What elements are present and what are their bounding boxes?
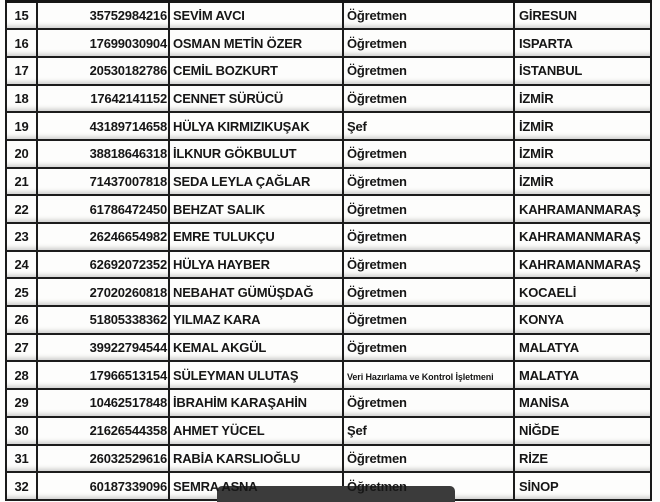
title-cell: [343, 29, 514, 57]
id-number-cell: [37, 334, 169, 362]
name-cell-text: NEBAHAT GÜMÜŞDAĞ: [173, 284, 314, 300]
id-number-cell: [37, 472, 169, 500]
id-number-cell: [37, 57, 169, 85]
title-cell-text: Öğretmen: [347, 312, 407, 328]
row-number-cell-text: 23: [14, 229, 29, 245]
table-row: [6, 445, 651, 473]
id-number-cell: [37, 195, 169, 223]
city-cell: [514, 278, 651, 306]
id-number-cell-text: 17699030904: [89, 35, 167, 51]
name-cell-text: EMRE TULUKÇU: [173, 229, 275, 245]
city-cell-text: KAHRAMANMARAŞ: [519, 257, 641, 273]
title-cell-text: Öğretmen: [347, 450, 407, 466]
id-number-cell-text: 17642141152: [90, 90, 167, 106]
table-row: [6, 389, 651, 417]
city-cell: [514, 168, 651, 196]
id-number-cell: [37, 140, 169, 168]
city-cell: [514, 251, 651, 279]
id-number-cell-text: 26246654982: [89, 229, 167, 245]
city-cell-text: MANİSA: [519, 395, 570, 411]
city-cell-text: MALATYA: [519, 367, 579, 383]
id-number-cell: [37, 168, 169, 196]
id-number-cell-text: 51805338362: [89, 312, 167, 328]
row-number-cell: [6, 2, 37, 30]
name-cell: [169, 306, 343, 334]
title-cell-text: Öğretmen: [347, 257, 407, 273]
row-number-cell: [6, 445, 37, 473]
name-cell-text: İLKNUR GÖKBULUT: [173, 146, 297, 162]
table-row: [6, 112, 651, 140]
row-number-cell: [6, 112, 37, 140]
row-number-cell: [6, 140, 37, 168]
title-cell: [343, 306, 514, 334]
city-cell-text: KAHRAMANMARAŞ: [519, 229, 641, 245]
name-cell-text: RABİA KARSLIOĞLU: [173, 450, 301, 466]
table-row: [6, 140, 651, 168]
title-cell-text: Şef: [347, 118, 367, 134]
row-number-cell-text: 24: [14, 257, 29, 273]
name-cell-text: KEMAL AKGÜL: [173, 340, 267, 356]
title-cell-text: Öğretmen: [347, 395, 407, 411]
id-number-cell: [37, 306, 169, 334]
row-number-cell-text: 31: [14, 450, 29, 466]
city-cell-text: İZMİR: [519, 90, 554, 106]
row-number-cell: [6, 29, 37, 57]
city-cell: [514, 223, 651, 251]
city-cell-text: KONYA: [519, 312, 564, 328]
title-cell-text: Öğretmen: [347, 173, 407, 189]
name-cell-text: BEHZAT SALIK: [173, 201, 265, 217]
row-number-cell-text: 29: [14, 395, 29, 411]
city-cell: [514, 389, 651, 417]
row-number-cell-text: 27: [14, 340, 29, 356]
title-cell: [343, 417, 514, 445]
name-cell-text: SEVİM AVCI: [173, 8, 245, 24]
city-cell-text: ISPARTA: [519, 35, 573, 51]
id-number-cell-text: 17966513154: [89, 367, 167, 383]
table-row: [6, 2, 651, 30]
name-cell: [169, 417, 343, 445]
city-cell: [514, 472, 651, 500]
city-cell-text: İZMİR: [519, 146, 554, 162]
id-number-cell-text: 10462517848: [89, 395, 167, 411]
city-cell: [514, 334, 651, 362]
name-cell: [169, 389, 343, 417]
title-cell: [343, 168, 514, 196]
name-cell: [169, 29, 343, 57]
id-number-cell: [37, 2, 169, 30]
row-number-cell-text: 15: [14, 8, 29, 24]
title-cell: [343, 85, 514, 113]
table-row: [6, 251, 651, 279]
row-number-cell-text: 32: [14, 478, 29, 494]
name-cell-text: SÜLEYMAN ULUTAŞ: [173, 367, 299, 383]
city-cell: [514, 195, 651, 223]
row-number-cell-text: 16: [14, 35, 29, 51]
name-cell-text: HÜLYA KIRMIZIKUŞAK: [173, 118, 310, 134]
city-cell: [514, 57, 651, 85]
name-cell: [169, 112, 343, 140]
city-cell: [514, 306, 651, 334]
row-number-cell: [6, 417, 37, 445]
title-cell-text: Öğretmen: [347, 35, 407, 51]
row-number-cell: [6, 85, 37, 113]
personnel-table-body: [6, 2, 651, 500]
id-number-cell: [37, 223, 169, 251]
city-cell: [514, 140, 651, 168]
row-number-cell: [6, 334, 37, 362]
id-number-cell: [37, 29, 169, 57]
name-cell: [169, 361, 343, 389]
id-number-cell: [37, 85, 169, 113]
name-cell: [169, 334, 343, 362]
row-number-cell-text: 18: [14, 90, 29, 106]
title-cell: [343, 445, 514, 473]
name-cell-text: OSMAN METİN ÖZER: [173, 35, 302, 51]
personnel-table: [5, 0, 652, 501]
name-cell-text: CENNET SÜRÜCÜ: [173, 90, 284, 106]
row-number-cell-text: 26: [14, 312, 29, 328]
id-number-cell-text: 26032529616: [89, 450, 167, 466]
title-cell-text: Öğretmen: [347, 229, 407, 245]
title-cell: [343, 140, 514, 168]
id-number-cell-text: 71437007818: [89, 173, 167, 189]
id-number-cell-text: 60187339096: [89, 478, 167, 494]
id-number-cell: [37, 251, 169, 279]
table-row: [6, 223, 651, 251]
id-number-cell-text: 62692072352: [89, 257, 167, 273]
city-cell: [514, 361, 651, 389]
row-number-cell-text: 30: [14, 423, 29, 439]
title-cell-text: Öğretmen: [347, 340, 407, 356]
city-cell-text: GİRESUN: [519, 8, 577, 24]
id-number-cell-text: 39922794544: [89, 340, 167, 356]
id-number-cell: [37, 389, 169, 417]
id-number-cell: [37, 445, 169, 473]
city-cell-text: KOCAELİ: [519, 284, 577, 300]
title-cell: [343, 361, 514, 389]
title-cell-text: Veri Hazırlama ve Kontrol İşletmeni: [347, 371, 494, 382]
id-number-cell: [37, 417, 169, 445]
city-cell: [514, 2, 651, 30]
id-number-cell: [37, 112, 169, 140]
row-number-cell-text: 19: [14, 118, 29, 134]
title-cell-text: Öğretmen: [347, 478, 407, 494]
id-number-cell: [37, 278, 169, 306]
city-cell-text: MALATYA: [519, 340, 579, 356]
row-number-cell: [6, 361, 37, 389]
name-cell: [169, 85, 343, 113]
title-cell: [343, 251, 514, 279]
title-cell: [343, 278, 514, 306]
row-number-cell: [6, 306, 37, 334]
title-cell: [343, 223, 514, 251]
table-row: [6, 168, 651, 196]
name-cell-text: CEMİL BOZKURT: [173, 63, 278, 79]
id-number-cell-text: 21626544358: [89, 423, 167, 439]
table-row: [6, 278, 651, 306]
table-row: [6, 85, 651, 113]
city-cell-text: İSTANBUL: [519, 63, 583, 79]
name-cell: [169, 140, 343, 168]
city-cell: [514, 112, 651, 140]
name-cell-text: YILMAZ KARA: [173, 312, 261, 328]
name-cell: [169, 168, 343, 196]
title-cell-text: Öğretmen: [347, 284, 407, 300]
title-cell: [343, 57, 514, 85]
title-cell-text: Öğretmen: [347, 63, 407, 79]
table-row: [6, 361, 651, 389]
title-cell-text: Öğretmen: [347, 8, 407, 24]
name-cell-text: SEDA LEYLA ÇAĞLAR: [173, 173, 311, 189]
row-number-cell-text: 20: [14, 146, 29, 162]
row-number-cell-text: 22: [14, 201, 29, 217]
city-cell: [514, 29, 651, 57]
table-row: [6, 195, 651, 223]
table-row: [6, 417, 651, 445]
id-number-cell-text: 38818646318: [89, 146, 167, 162]
city-cell-text: İZMİR: [519, 118, 554, 134]
row-number-cell: [6, 472, 37, 500]
name-cell-text: HÜLYA HAYBER: [173, 257, 270, 273]
city-cell: [514, 85, 651, 113]
city-cell: [514, 417, 651, 445]
row-number-cell: [6, 251, 37, 279]
name-cell-text: SEMRA ASNA: [173, 478, 258, 494]
name-cell: [169, 2, 343, 30]
table-row: [6, 306, 651, 334]
title-cell-text: Şef: [347, 423, 367, 439]
name-cell: [169, 445, 343, 473]
name-cell: [169, 195, 343, 223]
id-number-cell-text: 27020260818: [89, 284, 167, 300]
name-cell: [169, 57, 343, 85]
title-cell-text: Öğretmen: [347, 146, 407, 162]
name-cell: [169, 251, 343, 279]
title-cell: [343, 2, 514, 30]
id-number-cell-text: 61786472450: [89, 201, 167, 217]
table-row: [6, 29, 651, 57]
title-cell: [343, 389, 514, 417]
row-number-cell: [6, 278, 37, 306]
city-cell-text: KAHRAMANMARAŞ: [519, 201, 641, 217]
city-cell-text: İZMİR: [519, 173, 554, 189]
city-cell-text: SİNOP: [519, 478, 559, 494]
name-cell: [169, 278, 343, 306]
row-number-cell-text: 21: [14, 173, 29, 189]
city-cell-text: RİZE: [519, 450, 548, 466]
row-number-cell: [6, 168, 37, 196]
title-cell: [343, 195, 514, 223]
name-cell-text: AHMET YÜCEL: [173, 423, 265, 439]
title-cell-text: Öğretmen: [347, 90, 407, 106]
row-number-cell-text: 25: [14, 284, 29, 300]
row-number-cell: [6, 389, 37, 417]
table-row: [6, 57, 651, 85]
id-number-cell-text: 43189714658: [89, 118, 167, 134]
id-number-cell: [37, 361, 169, 389]
title-cell: [343, 112, 514, 140]
name-cell-text: İBRAHİM KARAŞAHİN: [173, 395, 307, 411]
row-number-cell: [6, 195, 37, 223]
id-number-cell-text: 20530182786: [89, 63, 167, 79]
name-cell: [169, 223, 343, 251]
row-number-cell-text: 17: [14, 63, 29, 79]
id-number-cell-text: 35752984216: [89, 8, 167, 24]
title-cell: [343, 334, 514, 362]
title-cell-text: Öğretmen: [347, 201, 407, 217]
row-number-cell: [6, 223, 37, 251]
row-number-cell-text: 28: [14, 367, 29, 383]
table-row: [6, 334, 651, 362]
row-number-cell: [6, 57, 37, 85]
city-cell-text: NİĞDE: [519, 423, 560, 439]
city-cell: [514, 445, 651, 473]
